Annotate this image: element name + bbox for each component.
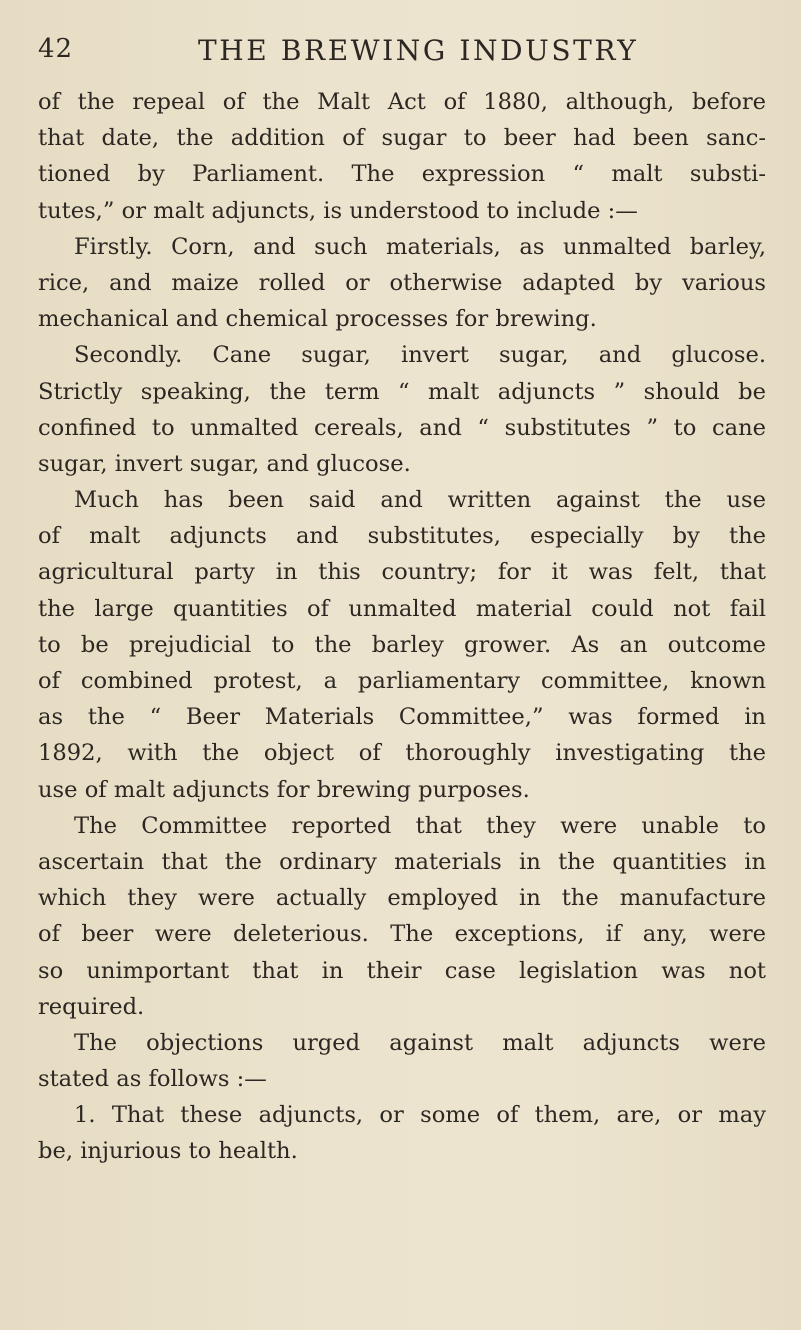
text-line: Firstly. Corn, and such materials, as unmalted barley, [74, 233, 766, 260]
text-line: to be prejudicial to the barley grower. As an outcome [38, 631, 766, 658]
text-line: as the “ Beer Materials Committee,” was formed in [38, 704, 766, 731]
text-line: Much has been said and written against the use [74, 487, 766, 514]
text-line: the large quantities of unmalted material could not fail [38, 595, 766, 622]
text-line: be, injurious to health. [38, 1138, 298, 1165]
text-line: 1892, with the object of thoroughly investigating the [38, 740, 766, 767]
text-line: The Committee reported that they were unable to [74, 812, 766, 839]
text-line: use of malt adjuncts for brewing purposes. [38, 776, 530, 803]
text-line: The objections urged against malt adjuncts were [74, 1029, 766, 1056]
text-line: tioned by Parliament. The expression “ malt substi- [38, 161, 766, 188]
page-number: 42 [38, 34, 74, 64]
text-line: ascertain that the ordinary materials in the quantities in [38, 848, 766, 875]
text-line: stated as follows :— [38, 1066, 267, 1093]
text-line: rice, and maize rolled or otherwise adapted by various [38, 269, 766, 296]
running-title: THE BREWING INDUSTRY [198, 34, 639, 67]
text-line: required. [38, 993, 145, 1020]
text-line: of combined protest, a parliamentary committee, known [38, 668, 766, 694]
page-header [38, 34, 763, 74]
text-line: of beer were deleterious. The exceptions, if any, were [38, 921, 766, 948]
text-line: which they were actually employed in the manufacture [38, 885, 766, 912]
text-line: that date, the addition of sugar to beer had been sanc- [38, 125, 766, 152]
text-line: agricultural party in this country; for it was felt, that [38, 559, 766, 586]
text-line: tutes,” or malt adjuncts, is understood to include :— [38, 197, 638, 224]
text-line: Strictly speaking, the term “ malt adjuncts ” should be [38, 378, 766, 405]
text-line: 1. That these adjuncts, or some of them, are, or may [74, 1102, 766, 1129]
text-line: of malt adjuncts and substitutes, especially by the [38, 523, 766, 550]
text-line: sugar, invert sugar, and glucose. [38, 450, 411, 477]
text-line: confined to unmalted cereals, and “ substitutes ” to cane [38, 414, 766, 441]
text-line: Secondly. Cane sugar, invert sugar, and glucose. [74, 342, 766, 369]
body-text [38, 84, 766, 1170]
text-line: of the repeal of the Malt Act of 1880, although, before [38, 89, 766, 115]
text-line: mechanical and chemical processes for brewing. [38, 306, 597, 333]
text-line: so unimportant that in their case legislation was not [38, 957, 766, 984]
